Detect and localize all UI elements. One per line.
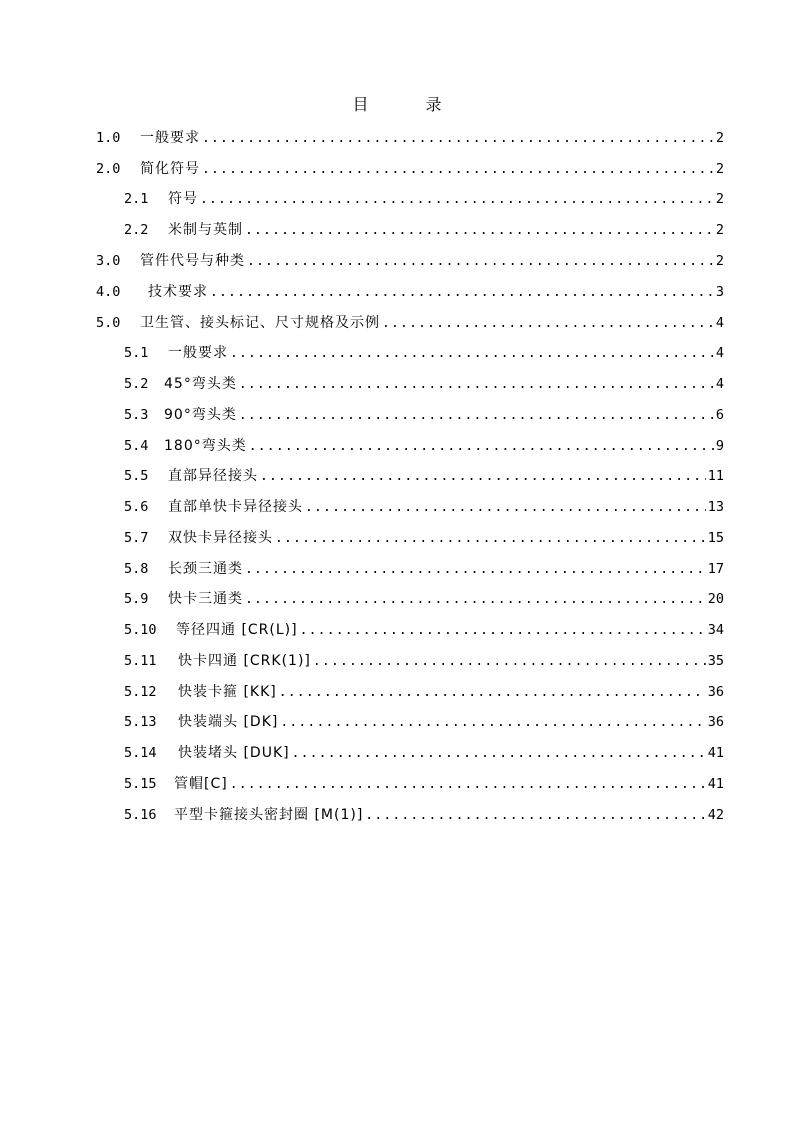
toc-entry-number: 5.8 <box>124 561 149 577</box>
toc-entry[interactable] <box>124 461 724 485</box>
toc-dot-leader <box>230 777 706 793</box>
toc-dot-leader <box>279 685 706 701</box>
toc-entry-label: 长颈三通类 <box>168 561 243 577</box>
toc-entry-page: 2 <box>715 222 724 238</box>
toc-entry[interactable] <box>96 308 724 332</box>
toc-entry[interactable] <box>96 246 724 270</box>
toc-entry-label: 180°弯头类 <box>164 438 247 454</box>
toc-dot-leader <box>239 408 714 424</box>
toc-dot-leader <box>200 192 714 208</box>
toc-entry[interactable] <box>124 431 724 455</box>
toc-entry[interactable] <box>124 769 724 793</box>
toc-entry-label: 平型卡箍接头密封圈 [M(1)] <box>174 807 364 823</box>
toc-entry-number: 5.14 <box>124 745 157 761</box>
toc-entry-number: 5.4 <box>124 438 149 454</box>
toc-entry-number: 5.15 <box>124 776 157 792</box>
toc-entry-page: 4 <box>715 345 724 361</box>
toc-dot-leader <box>280 715 705 731</box>
toc-entry-page: 20 <box>707 591 724 607</box>
toc-entry-label: 快装堵头 [DUK] <box>178 745 290 761</box>
toc-entry-label: 符号 <box>168 191 198 207</box>
toc-entry-page: 34 <box>707 622 724 638</box>
toc-entry-page: 36 <box>707 714 724 730</box>
toc-entry-number: 2.1 <box>124 191 149 207</box>
toc-entry-label: 管帽[C] <box>174 776 228 792</box>
toc-dot-leader <box>202 162 714 178</box>
toc-entry-label: 快卡四通 [CRK(1)] <box>178 653 311 669</box>
toc-entry-label: 一般要求 <box>140 130 200 146</box>
toc-dot-leader <box>275 531 706 547</box>
toc-entry-page: 9 <box>715 438 724 454</box>
toc-entry-number: 5.1 <box>124 345 149 361</box>
toc-entry-label: 管件代号与种类 <box>140 253 245 269</box>
toc-dot-leader <box>292 746 706 762</box>
toc-entry-page: 15 <box>707 530 724 546</box>
toc-entry-label: 直部单快卡异径接头 <box>168 499 303 515</box>
toc-entry[interactable] <box>96 123 724 147</box>
toc-entry[interactable] <box>124 215 724 239</box>
toc-entry-number: 5.9 <box>124 591 149 607</box>
toc-entry[interactable] <box>124 184 724 208</box>
toc-entry-page: 2 <box>715 130 724 146</box>
toc-dot-leader <box>245 562 706 578</box>
toc-dot-leader <box>202 131 714 147</box>
toc-entry-number: 5.0 <box>96 315 121 331</box>
toc-entry-label: 卫生管、接头标记、尺寸规格及示例 <box>140 315 380 331</box>
toc-entry-number: 5.16 <box>124 807 157 823</box>
toc-entry[interactable] <box>124 707 724 731</box>
toc-entry-page: 2 <box>715 161 724 177</box>
toc-entry-page: 4 <box>715 315 724 331</box>
toc-entry-page: 41 <box>707 745 724 761</box>
toc-entry[interactable] <box>124 646 724 670</box>
toc-entry[interactable] <box>96 277 724 301</box>
toc-dot-leader <box>230 346 714 362</box>
toc-entry-number: 5.6 <box>124 499 149 515</box>
toc-dot-leader <box>249 439 714 455</box>
toc-entry-page: 3 <box>715 284 724 300</box>
toc-entry[interactable] <box>96 154 724 178</box>
toc-dot-leader <box>365 808 705 824</box>
toc-entry[interactable] <box>124 738 724 762</box>
toc-dot-leader <box>245 592 706 608</box>
toc-entry-page: 17 <box>707 561 724 577</box>
toc-dot-leader <box>305 500 706 516</box>
toc-entry[interactable] <box>124 369 724 393</box>
toc-dot-leader <box>247 254 714 270</box>
toc-entry-page: 13 <box>707 499 724 515</box>
toc-entry-number: 1.0 <box>96 130 121 146</box>
toc-dot-leader <box>260 469 706 485</box>
toc-entry-number: 5.7 <box>124 530 149 546</box>
toc-entry-label: 等径四通 [CR(L)] <box>176 622 298 638</box>
toc-entry-label: 简化符号 <box>140 161 200 177</box>
toc-entry-number: 5.10 <box>124 622 157 638</box>
toc-entry-number: 5.13 <box>124 714 157 730</box>
toc-entry-number: 4.0 <box>96 284 121 300</box>
toc-entry-page: 35 <box>707 653 724 669</box>
toc-entry-page: 42 <box>707 807 724 823</box>
toc-entry-label: 一般要求 <box>168 345 228 361</box>
toc-entry[interactable] <box>124 338 724 362</box>
toc-entry-label: 双快卡异径接头 <box>168 530 273 546</box>
toc-entry-number: 2.2 <box>124 222 149 238</box>
toc-entry-page: 6 <box>715 407 724 423</box>
toc-entry-label: 快装卡箍 [KK] <box>178 684 277 700</box>
toc-entry-label: 米制与英制 <box>168 222 243 238</box>
toc-entry-number: 5.5 <box>124 468 149 484</box>
toc-entry[interactable] <box>124 554 724 578</box>
toc-dot-leader <box>313 654 706 670</box>
toc-entry[interactable] <box>124 615 724 639</box>
toc-entry[interactable] <box>124 800 724 824</box>
toc-entry[interactable] <box>124 677 724 701</box>
toc-dot-leader <box>382 316 714 332</box>
toc-dot-leader <box>300 623 706 639</box>
toc-entry-page: 2 <box>715 191 724 207</box>
toc-entry-label: 直部异径接头 <box>168 468 258 484</box>
toc-entry[interactable] <box>124 492 724 516</box>
toc-entry[interactable] <box>124 523 724 547</box>
toc-entry-page: 4 <box>715 376 724 392</box>
toc-entry-label: 快卡三通类 <box>168 591 243 607</box>
toc-dot-leader <box>210 285 714 301</box>
toc-entry-page: 11 <box>707 468 724 484</box>
toc-entry-page: 36 <box>707 684 724 700</box>
toc-entry-label: 90°弯头类 <box>164 407 237 423</box>
toc-entry-page: 41 <box>707 776 724 792</box>
toc-entry-label: 技术要求 <box>148 284 208 300</box>
toc-dot-leader <box>239 377 714 393</box>
toc-entry-number: 5.2 <box>124 376 149 392</box>
toc-entry-number: 5.3 <box>124 407 149 423</box>
toc-entry-number: 5.11 <box>124 653 157 669</box>
toc-entry-label: 45°弯头类 <box>164 376 237 392</box>
toc-entry[interactable] <box>124 584 724 608</box>
toc-entry-label: 快装端头 [DK] <box>178 714 279 730</box>
toc-entry[interactable] <box>124 400 724 424</box>
toc-entry-number: 5.12 <box>124 684 157 700</box>
toc-title: 目 录 <box>352 95 468 114</box>
toc-dot-leader <box>245 223 714 239</box>
toc-entry-page: 2 <box>715 253 724 269</box>
toc-entry-number: 3.0 <box>96 253 121 269</box>
toc-entry-number: 2.0 <box>96 161 121 177</box>
